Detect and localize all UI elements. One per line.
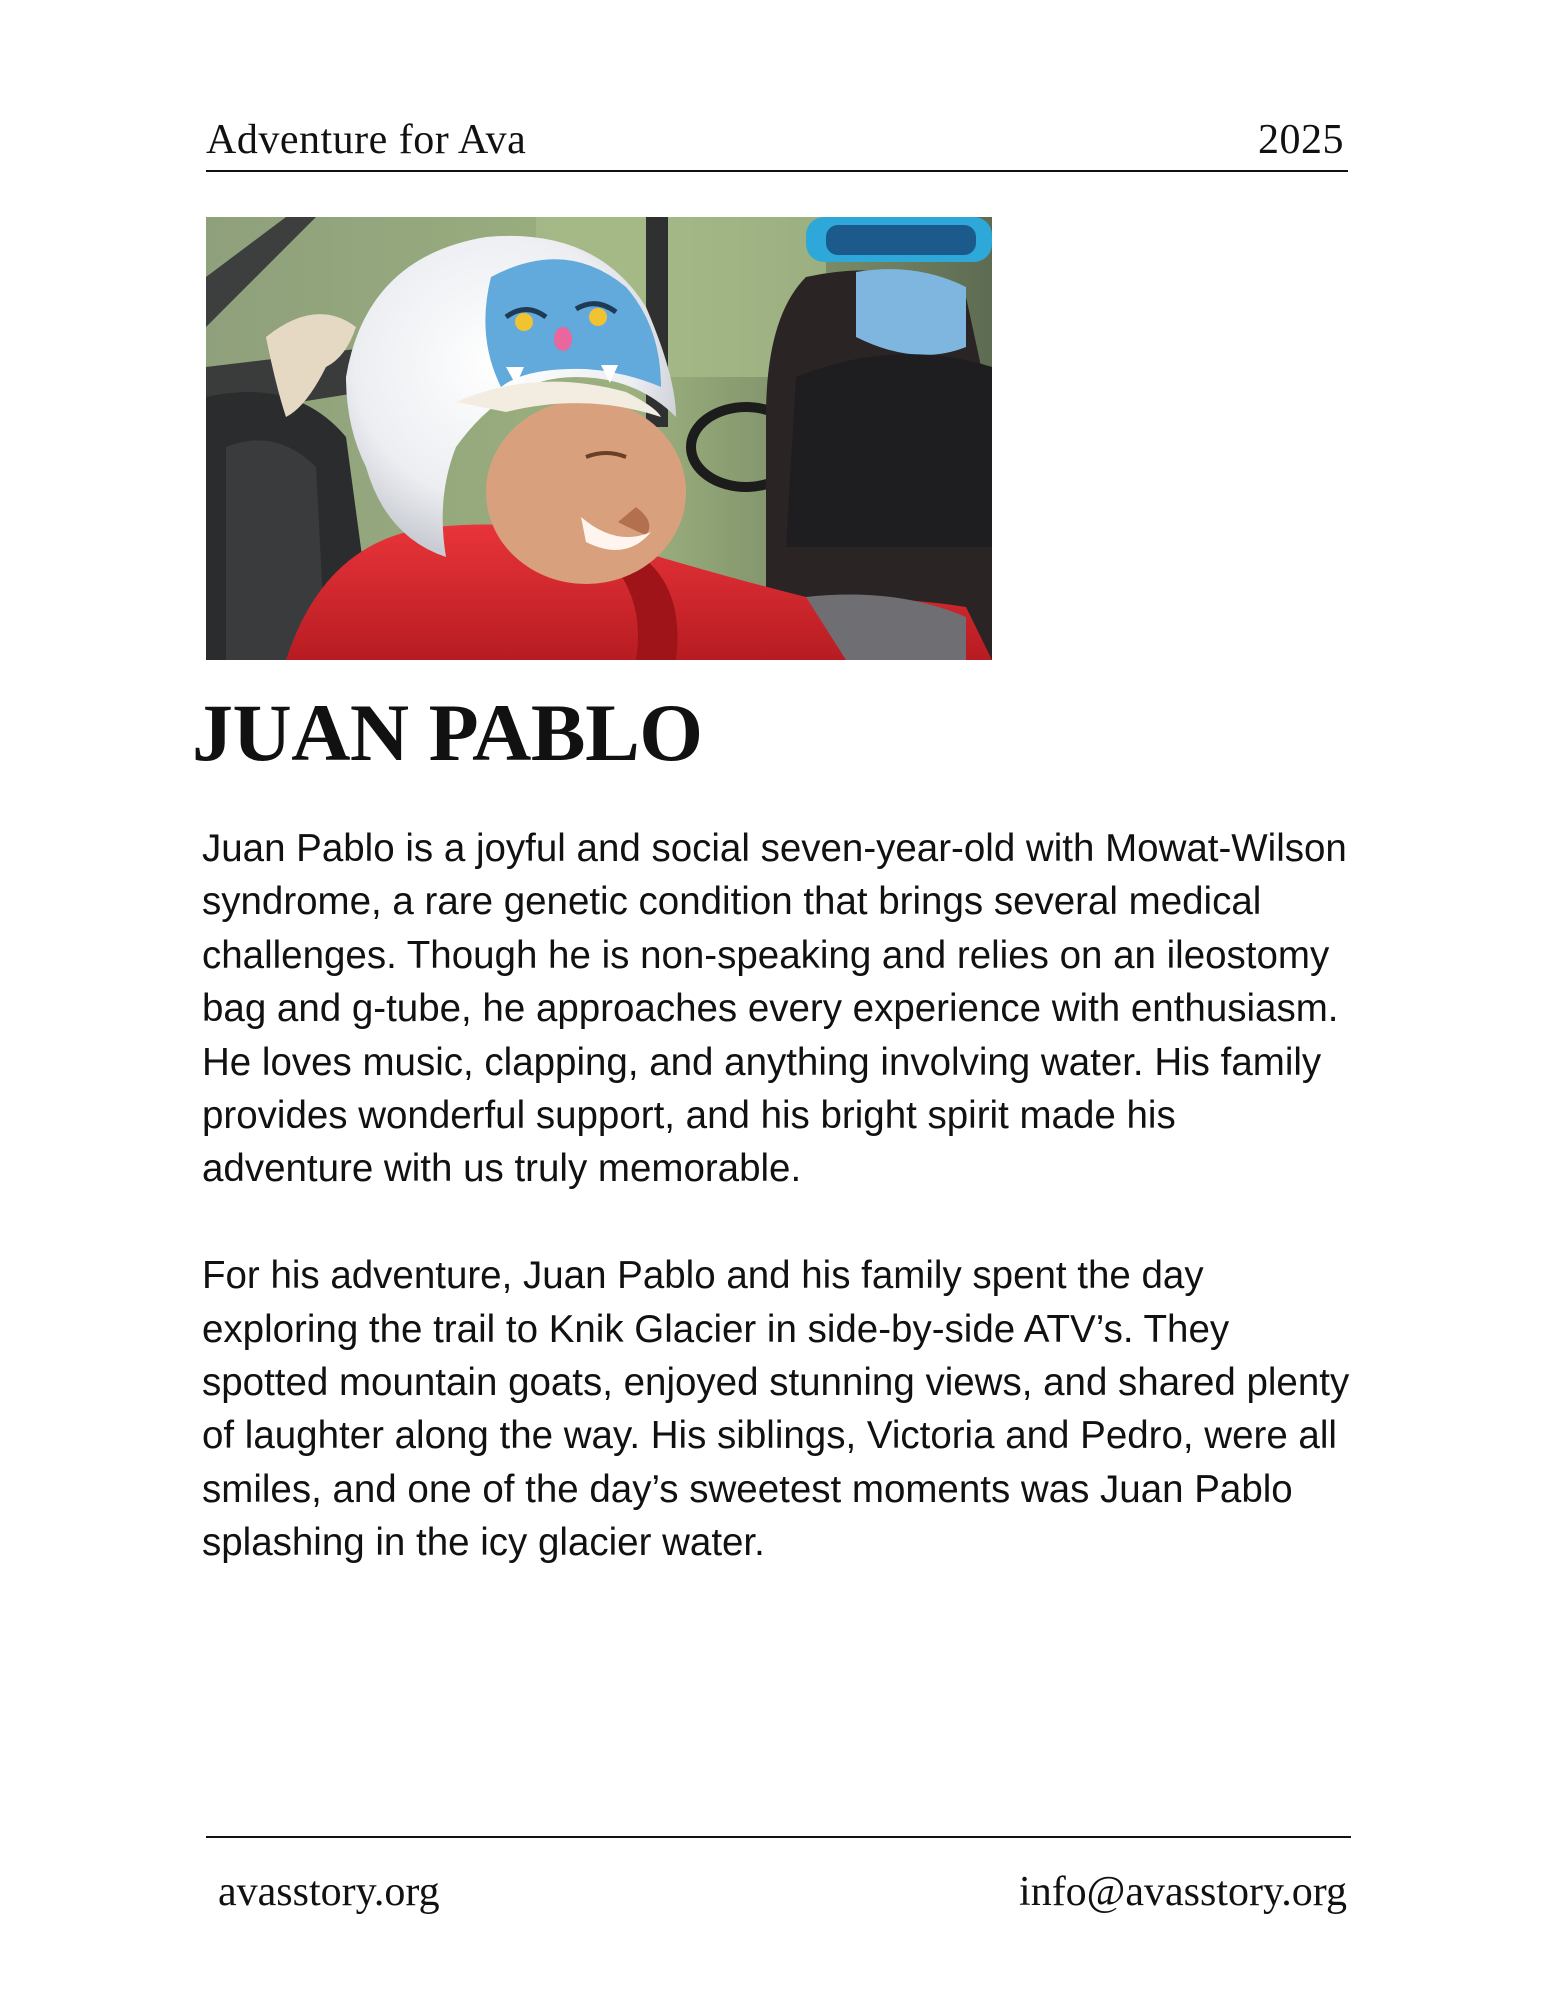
bio-paragraph-1: Juan Pablo is a joyful and social seven-year-old with Mowat-Wilson syndrome, a rare genetic condition that brings several medical challenges. Though he is non-speaking and relies on an ileostomy bag and g-tube, he approaches every experience with enthusiasm. He loves music, clapping, and anything involving water. His family provides wonderful support, and his bright spirit made his adventure with us truly memorable.	[202, 827, 1347, 1191]
email-link[interactable]: info@avasstory.org	[1019, 1869, 1347, 1915]
profile-photo-illustration	[206, 217, 992, 660]
profile-bio	[202, 822, 1352, 1570]
bio-paragraph-2: For his adventure, Juan Pablo and his family spent the day exploring the trail to Knik Glacier in side-by-side ATV’s. They spotted mountain goats, enjoyed stunning views, and shared plenty of laughter along the way. His siblings, Victoria and Pedro, were all smiles, and one of the day’s sweetest moments was Juan Pablo splashing in the icy glacier water.	[202, 1254, 1350, 1565]
header-title: Adventure for Ava	[206, 117, 527, 163]
header-year: 2025	[1258, 117, 1344, 163]
page-header	[206, 110, 1348, 172]
footer-divider	[206, 1836, 1351, 1838]
website-link[interactable]: avasstory.org	[218, 1869, 440, 1915]
profile-photo	[206, 217, 992, 660]
profile-name: JUAN PABLO	[192, 687, 703, 778]
